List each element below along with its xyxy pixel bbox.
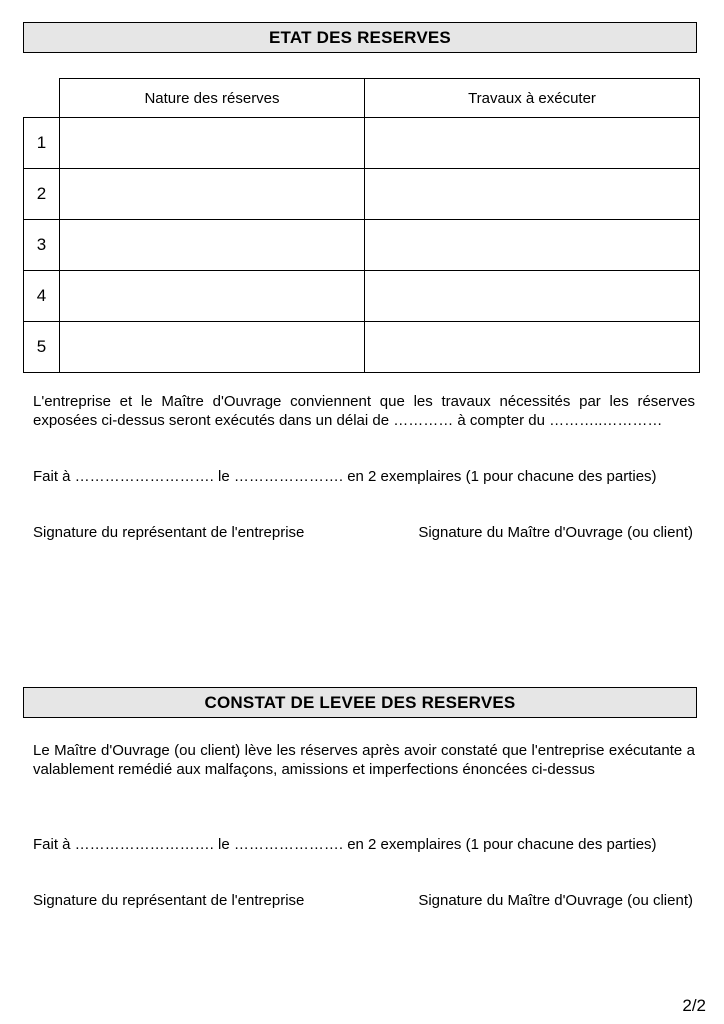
signature-maitre-ouvrage-label: Signature du Maître d'Ouvrage (ou client) <box>418 524 693 541</box>
header-travaux-a-executer: Travaux à exécuter <box>365 79 700 118</box>
signature-maitre-ouvrage-label: Signature du Maître d'Ouvrage (ou client) <box>418 892 693 909</box>
etat-des-reserves-title: ETAT DES RESERVES <box>23 22 697 53</box>
constat-levee-reserves-title: CONSTAT DE LEVEE DES RESERVES <box>23 687 697 718</box>
row-number: 1 <box>24 118 60 169</box>
row-number: 4 <box>24 271 60 322</box>
nature-cell[interactable] <box>60 169 365 220</box>
travaux-cell[interactable] <box>365 322 700 373</box>
nature-cell[interactable] <box>60 322 365 373</box>
table-row <box>24 220 700 271</box>
constat-paragraph: Le Maître d'Ouvrage (ou client) lève les réserves après avoir constaté que l'entreprise exécutante a valablement remédié aux malfaçons, amissions et imperfections énoncées ci-dessus <box>33 742 695 778</box>
table-row <box>24 169 700 220</box>
signature-row <box>33 892 693 909</box>
fait-a-line: Fait à ………………………. le …………………. en 2 exemplaires (1 pour chacune des parties) <box>33 836 657 853</box>
fait-a-line: Fait à ………………………. le …………………. en 2 exemplaires (1 pour chacune des parties) <box>33 468 657 485</box>
table-row <box>24 322 700 373</box>
travaux-cell[interactable] <box>365 271 700 322</box>
signature-entreprise-label: Signature du représentant de l'entreprise <box>33 524 305 541</box>
table-corner-cell <box>24 79 60 118</box>
signature-entreprise-label: Signature du représentant de l'entreprise <box>33 892 305 909</box>
header-nature-des-reserves: Nature des réserves <box>60 79 365 118</box>
row-number: 5 <box>24 322 60 373</box>
nature-cell[interactable] <box>60 118 365 169</box>
travaux-cell[interactable] <box>365 118 700 169</box>
row-number: 3 <box>24 220 60 271</box>
row-number: 2 <box>24 169 60 220</box>
agreement-paragraph: L'entreprise et le Maître d'Ouvrage conviennent que les travaux nécessités par les réserves exposées ci-dessus seront exécutés dans un délai de ………… à compter du ………..………… <box>33 393 695 429</box>
travaux-cell[interactable] <box>365 169 700 220</box>
page-number: 2/2 <box>682 996 706 1015</box>
table-row <box>24 118 700 169</box>
table-header-row <box>24 79 700 118</box>
signature-row <box>33 524 693 541</box>
nature-cell[interactable] <box>60 220 365 271</box>
table-row <box>24 271 700 322</box>
travaux-cell[interactable] <box>365 220 700 271</box>
reserves-table <box>23 78 700 373</box>
nature-cell[interactable] <box>60 271 365 322</box>
